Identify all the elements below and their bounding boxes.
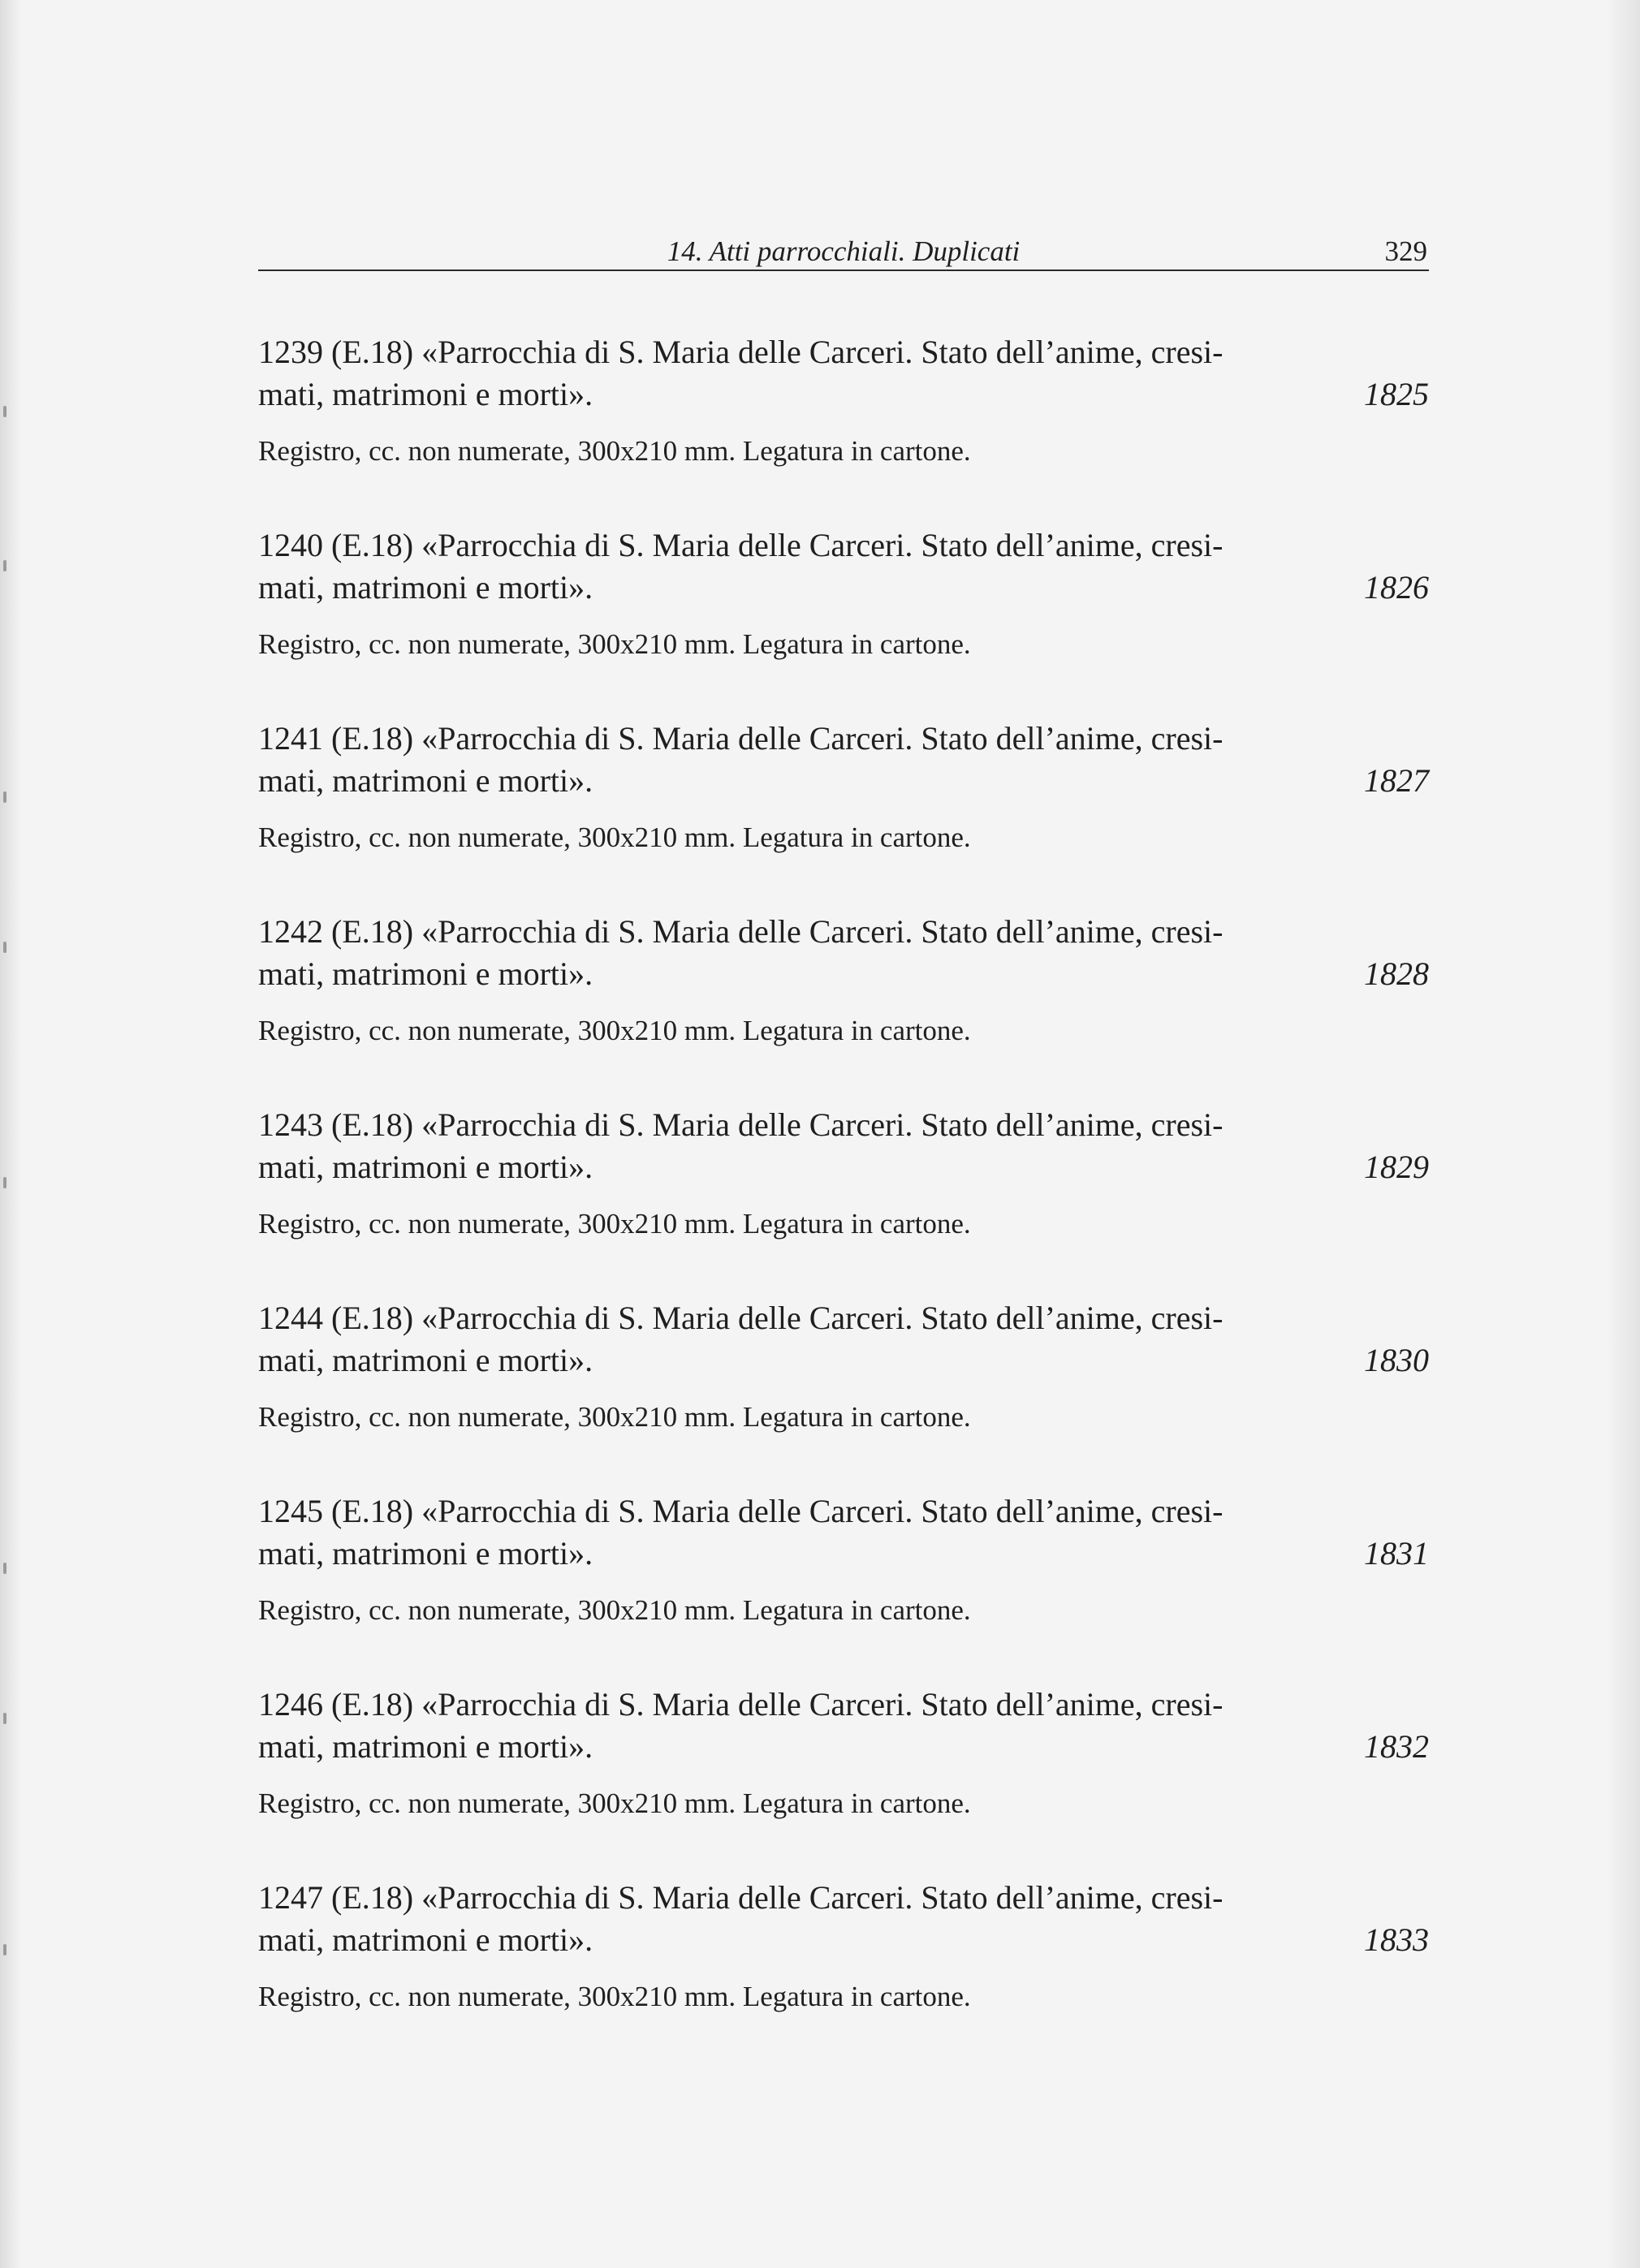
entry-heading-continued: [258, 1339, 1429, 1382]
list-item: [258, 1297, 1429, 1490]
margin-mark: [3, 1563, 6, 1574]
entry-heading: [258, 524, 1429, 567]
margin-mark: [3, 1177, 6, 1188]
entry-description: Registro, cc. non numerate, 300x210 mm. Legatura in cartone.: [258, 628, 971, 660]
entry-year: 1827: [1364, 762, 1429, 799]
entry-description: Registro, cc. non numerate, 300x210 mm. Legatura in cartone.: [258, 1208, 971, 1240]
entry-heading-text: 1239 (E.18) «Parrocchia di S. Maria delle Carceri. Stato dell’anime, cresi-: [258, 334, 1224, 370]
entry-heading-text-continued: mati, matrimoni e morti».: [258, 376, 593, 412]
margin-mark: [3, 1944, 6, 1955]
entry-heading: [258, 1490, 1429, 1533]
page-edge-shadow: [1608, 0, 1640, 2268]
entry-heading-text-continued: mati, matrimoni e morti».: [258, 1149, 593, 1185]
entry-year: 1833: [1364, 1921, 1429, 1958]
entry-description: Registro, cc. non numerate, 300x210 mm. Legatura in cartone.: [258, 821, 971, 853]
entry-year: 1831: [1364, 1535, 1429, 1572]
entry-heading-text-continued: mati, matrimoni e morti».: [258, 1921, 593, 1958]
entry-year: 1825: [1364, 376, 1429, 412]
entry-heading: [258, 1684, 1429, 1726]
margin-mark: [3, 406, 6, 417]
entry-heading-text-continued: mati, matrimoni e morti».: [258, 955, 593, 992]
page-number: 329: [1384, 235, 1427, 267]
entry-heading: [258, 331, 1429, 373]
entry-heading-continued: [258, 1726, 1429, 1768]
entry-heading-text: 1247 (E.18) «Parrocchia di S. Maria delle Carceri. Stato dell’anime, cresi-: [258, 1879, 1224, 1916]
list-item: [258, 1684, 1429, 1877]
entry-description: Registro, cc. non numerate, 300x210 mm. Legatura in cartone.: [258, 1981, 971, 2012]
list-item: [258, 911, 1429, 1104]
margin-mark: [3, 791, 6, 803]
entry-year: 1830: [1364, 1342, 1429, 1378]
entry-heading: [258, 1877, 1429, 1919]
entry-description: Registro, cc. non numerate, 300x210 mm. Legatura in cartone.: [258, 435, 971, 467]
list-item: [258, 524, 1429, 718]
list-item: [258, 1490, 1429, 1684]
entry-heading-text-continued: mati, matrimoni e morti».: [258, 762, 593, 799]
entry-heading: [258, 1104, 1429, 1146]
margin-mark: [3, 560, 6, 571]
entry-year: 1829: [1364, 1149, 1429, 1185]
entry-heading-continued: [258, 373, 1429, 416]
margin-marks: [3, 0, 13, 2268]
entry-heading-continued: [258, 567, 1429, 609]
entry-year: 1832: [1364, 1728, 1429, 1765]
entry-heading-continued: [258, 953, 1429, 995]
entry-heading-text: 1242 (E.18) «Parrocchia di S. Maria delle Carceri. Stato dell’anime, cresi-: [258, 913, 1224, 950]
entry-heading-text-continued: mati, matrimoni e morti».: [258, 1728, 593, 1765]
entry-description: Registro, cc. non numerate, 300x210 mm. Legatura in cartone.: [258, 1594, 971, 1626]
entry-list: [258, 331, 1429, 2070]
entry-heading-text-continued: mati, matrimoni e morti».: [258, 569, 593, 606]
list-item: [258, 718, 1429, 911]
entry-description: Registro, cc. non numerate, 300x210 mm. Legatura in cartone.: [258, 1787, 971, 1819]
entry-description: Registro, cc. non numerate, 300x210 mm. Legatura in cartone.: [258, 1015, 971, 1046]
entry-heading-text: 1241 (E.18) «Parrocchia di S. Maria delle Carceri. Stato dell’anime, cresi-: [258, 720, 1224, 757]
margin-mark: [3, 1713, 6, 1724]
entry-heading-continued: [258, 1919, 1429, 1961]
entry-heading-text: 1243 (E.18) «Parrocchia di S. Maria delle Carceri. Stato dell’anime, cresi-: [258, 1106, 1224, 1143]
entry-heading-text: 1244 (E.18) «Parrocchia di S. Maria delle Carceri. Stato dell’anime, cresi-: [258, 1300, 1224, 1336]
entry-year: 1826: [1364, 569, 1429, 606]
entry-heading-continued: [258, 760, 1429, 802]
entry-heading-text: 1245 (E.18) «Parrocchia di S. Maria delle Carceri. Stato dell’anime, cresi-: [258, 1493, 1224, 1529]
running-title: 14. Atti parrocchiali. Duplicati: [667, 235, 1021, 267]
entry-heading-text-continued: mati, matrimoni e morti».: [258, 1342, 593, 1378]
margin-mark: [3, 942, 6, 953]
entry-heading-continued: [258, 1146, 1429, 1188]
entry-heading: [258, 1297, 1429, 1339]
running-head: [258, 234, 1429, 271]
entry-year: 1828: [1364, 955, 1429, 992]
entry-heading-continued: [258, 1533, 1429, 1575]
list-item: [258, 331, 1429, 524]
entry-description: Registro, cc. non numerate, 300x210 mm. Legatura in cartone.: [258, 1401, 971, 1433]
entry-heading-text-continued: mati, matrimoni e morti».: [258, 1535, 593, 1572]
list-item: [258, 1104, 1429, 1297]
entry-heading-text: 1246 (E.18) «Parrocchia di S. Maria delle Carceri. Stato dell’anime, cresi-: [258, 1686, 1224, 1723]
entry-heading: [258, 718, 1429, 760]
entry-heading: [258, 911, 1429, 953]
list-item: [258, 1877, 1429, 2070]
entry-heading-text: 1240 (E.18) «Parrocchia di S. Maria delle Carceri. Stato dell’anime, cresi-: [258, 527, 1224, 563]
